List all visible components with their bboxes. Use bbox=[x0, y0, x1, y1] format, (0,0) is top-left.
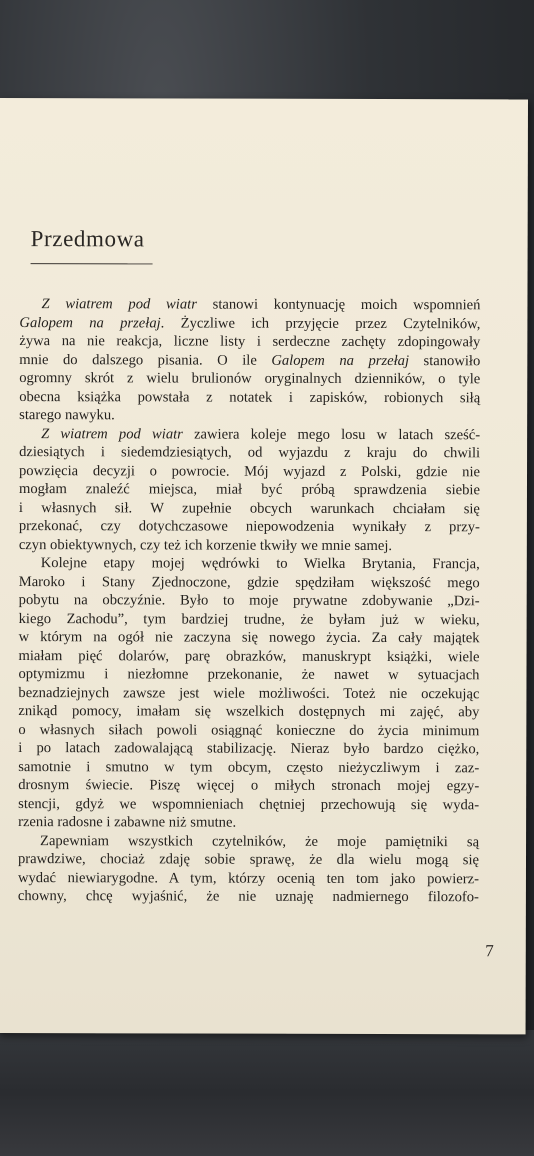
text-line: Maroko i Stany Zjednoczone, gdzie spędziłam większość mego bbox=[18, 573, 480, 591]
text-line: dziesiątych i siedemdziesiątych, od wyjazdu z kraju do chwili bbox=[19, 444, 481, 462]
paragraph-2 bbox=[19, 425, 480, 556]
text-line: mnie do dalszego pisania. O ile Galopem na przełaj stanowiło bbox=[19, 351, 481, 369]
text-line: mogłam znaleźć miejsca, miał być próbą sprawdzenia siebie bbox=[18, 481, 480, 499]
text-line: prawdziwe, chociaż zdaję sobie sprawę, że dla wielu mogą się bbox=[17, 851, 480, 869]
text-line: ogromny skrót z wielu brulionów oryginalnych dzienników, o tyle bbox=[19, 370, 481, 388]
text-line: wydać niewiarygodne. A tym, którzy ocenią ten tom jako powierz- bbox=[17, 869, 479, 887]
text-line: Kolejne etapy mojej wędrówki to Wielka Brytania, Francja, bbox=[40, 555, 480, 573]
text-line: pobytu na obczyźnie. Było to moje prywatne zdobywanie „Dzi- bbox=[18, 592, 480, 610]
text-line: rzenia radosne i zabawne niż smutne. bbox=[18, 814, 237, 831]
text-line: w którym na ogół nie zaczyna się nowego życia. Za cały majątek bbox=[18, 629, 480, 647]
body-text bbox=[18, 295, 481, 907]
text-line: miałam pięć dolarów, parę obrazków, manuskrypt książki, wiele bbox=[18, 647, 480, 665]
text-line: o własnych siłach powoli osiągnąć konieczne do życia minimum bbox=[18, 721, 480, 739]
book-page bbox=[0, 98, 528, 1034]
text-line: Zapewniam wszystkich czytelników, że moje pamiętniki są bbox=[40, 832, 480, 850]
text-line: chowny, chcę wyjaśnić, że nie uznaję nadmiernego filozofo- bbox=[17, 888, 479, 906]
text-line: stencji, gdyż we wspomnieniach chętniej przechowują się wyda- bbox=[18, 795, 480, 813]
text-line: Galopem na przełaj. Życzliwe ich przyjęcie przez Czytelników, bbox=[19, 314, 481, 332]
paragraph-1 bbox=[19, 295, 480, 426]
chapter-heading: Przedmowa bbox=[30, 226, 145, 252]
text-line: i własnych sił. W zupełnie obcych warunkach chciałam się bbox=[18, 499, 480, 517]
paragraph-4 bbox=[18, 832, 479, 907]
heading-rule bbox=[31, 263, 153, 264]
page-number: 7 bbox=[485, 941, 494, 961]
text-line: i po latach zadowalającą stabilizację. Nieraz było bardzo ciężko, bbox=[18, 740, 480, 758]
text-line: obecna książka powstała z notatek i zapisków, robionych siłą bbox=[19, 388, 481, 406]
text-line: kiego Zachodu”, tym bardziej trudne, że byłam już w wieku, bbox=[18, 610, 480, 628]
text-line: przekonać, czy dotychczasowe niepowodzenia wynikały z przy- bbox=[18, 518, 480, 536]
paragraph-3 bbox=[18, 554, 480, 833]
text-line: optymizmu i niezłomne przekonanie, że nawet w sytuacjach bbox=[18, 666, 480, 684]
text-line: Z wiatrem pod wiatr stanowi kontynuację moich wspomnień bbox=[41, 296, 481, 314]
text-line: znikąd pomocy, imałam się wszelkich dostępnych mi zajęć, aby bbox=[18, 703, 480, 721]
text-line: żywa na nie reakcja, liczne listy i serdeczne zachęty zdopingowały bbox=[19, 333, 481, 351]
text-line: Z wiatrem pod wiatr zawiera koleje mego losu w latach sześć- bbox=[41, 425, 481, 443]
text-line: starego nawyku. bbox=[19, 407, 115, 424]
text-line: powzięcia decyzji o powrocie. Mój wyjazd z Polski, gdzie nie bbox=[19, 462, 481, 480]
text-line: drosnym świecie. Piszę więcej o miłych stronach mojej egzy- bbox=[18, 777, 480, 795]
background-surface bbox=[0, 1030, 534, 1156]
text-line: samotnie i smutno w tym obcym, często nieżyczliwym i zaz- bbox=[18, 758, 480, 776]
text-line: beznadziejnych zawsze jest wiele możliwości. Toteż nie oczekując bbox=[18, 684, 480, 702]
text-line: czyn obiektywnych, czy też ich korzenie tkwiły we mnie samej. bbox=[18, 536, 393, 554]
